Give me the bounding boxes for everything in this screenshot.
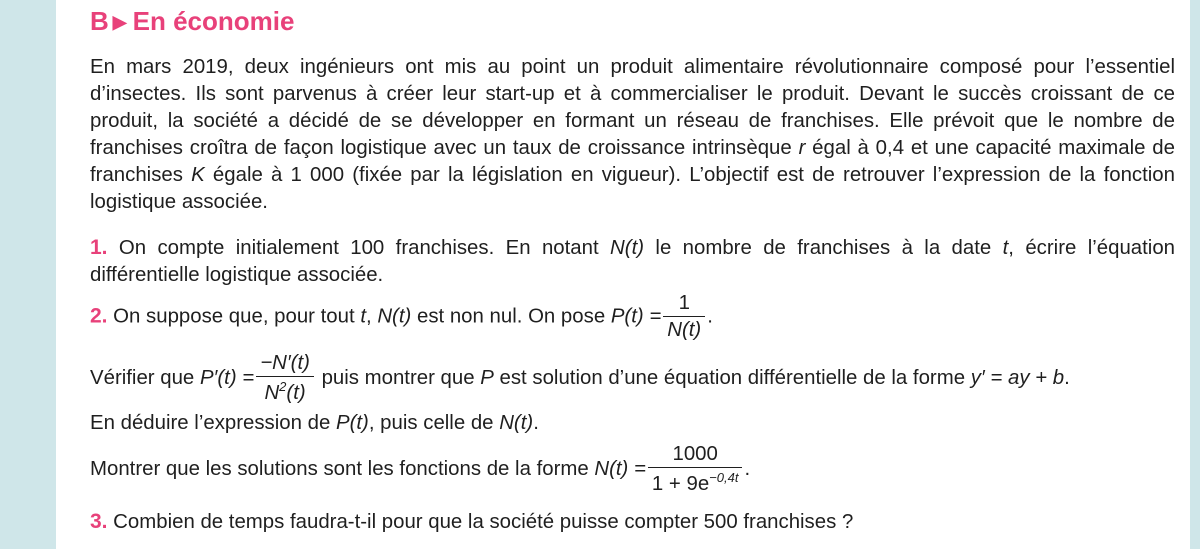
verify-text-c: est solution d’une équation différentielle de la forme [493, 366, 971, 389]
question-2-line [90, 292, 713, 342]
den-N: N [264, 381, 280, 404]
question-number: 3. [90, 510, 108, 533]
den-base: 1 + 9e [651, 472, 710, 495]
show-lhs: N(t) = [594, 457, 646, 480]
q2-t: t [360, 305, 366, 328]
fraction-1-over-N [663, 292, 705, 342]
show-end: . [744, 457, 751, 480]
verify-end: . [1064, 366, 1070, 389]
intro-text-3: égale à 1 000 (fixée par la législation en vigueur). L’objectif est de retrouver l’expression de la fonction logistique associée. [90, 164, 1175, 213]
arrow-icon: ▶ [112, 12, 127, 32]
verify-text-b: puis montrer que [315, 366, 481, 389]
q2-P-lhs: P(t) = [610, 305, 662, 328]
q3-text: Combien de temps faudra-t-il pour que la société puisse compter 500 franchises ? [107, 511, 854, 533]
q1-text-a: On compte initialement 100 franchises. En notant [107, 237, 611, 259]
q1-Nt: N(t) [610, 237, 645, 259]
fraction-numerator: 1 [678, 292, 690, 314]
deduce-line [90, 412, 539, 435]
den-t: (t) [286, 381, 306, 404]
deduce-Pt: P(t) [335, 412, 369, 434]
intro-K: K [191, 164, 205, 186]
den-exp: −0,4t [709, 470, 739, 485]
deduce-text-a: En déduire l’expression de [90, 412, 336, 434]
intro-text-1: En mars 2019, deux ingénieurs ont mis au point un produit alimentaire révolutionnaire composé pour l’essentiel d’insectes. Ils sont parvenus à créer leur start-up et à commercialiser le produit. Devant le succès croissant de ce produit, la société a décidé de se développer en formant un réseau de franchises. Elle prévoit que le nombre de franchises croîtra de façon logistique avec un taux de croissance intrinsèque [90, 56, 1175, 159]
question-number: 2. [90, 304, 108, 328]
q2-Nt: N(t) [377, 305, 412, 328]
show-line [90, 443, 750, 496]
q2-text-a: On suppose que, pour tout [107, 305, 361, 328]
question-number: 1. [90, 236, 108, 259]
q2-text-c: est non nul. On pose [411, 305, 611, 328]
q2-end: . [707, 305, 713, 328]
fraction-denominator [256, 376, 314, 405]
q2-text-b: , [365, 305, 378, 328]
q1-text-c: , écrire l’équation différentielle logistique associée. [90, 237, 1176, 286]
show-text-a: Montrer que les solutions sont les fonctions de la forme [90, 457, 595, 480]
question-1 [90, 234, 1175, 289]
intro-text-2: égal à 0,4 et une capacité maximale de franchises [90, 137, 1175, 186]
deduce-end: . [533, 412, 539, 434]
verify-P: P [480, 366, 494, 389]
left-margin-band [0, 0, 56, 549]
verify-text-a: Vérifier que [90, 366, 200, 389]
verify-line [90, 352, 1070, 405]
fraction-denominator [648, 467, 743, 496]
deduce-Nt: N(t) [499, 412, 534, 434]
section-heading [90, 6, 294, 37]
question-3 [90, 510, 853, 534]
fraction-numerator: 1000 [672, 443, 718, 465]
fraction-denominator: N(t) [663, 316, 705, 342]
section-letter: B [90, 6, 109, 36]
fraction-logistic [648, 443, 743, 496]
fraction-numerator: −N′(t) [260, 352, 310, 374]
q1-text-b: le nombre de franchises à la date [644, 237, 1003, 259]
verify-equation: y′ = ay + b [970, 366, 1065, 389]
q1-t: t [1002, 237, 1009, 259]
den-exp: 2 [279, 379, 287, 394]
fraction-derivative [256, 352, 314, 405]
section-title: En économie [132, 6, 295, 36]
right-margin-band [1190, 0, 1200, 549]
deduce-text-b: , puis celle de [368, 412, 500, 434]
intro-r: r [798, 137, 806, 159]
verify-lhs: P′(t) = [199, 366, 255, 389]
intro-paragraph [90, 54, 1175, 216]
